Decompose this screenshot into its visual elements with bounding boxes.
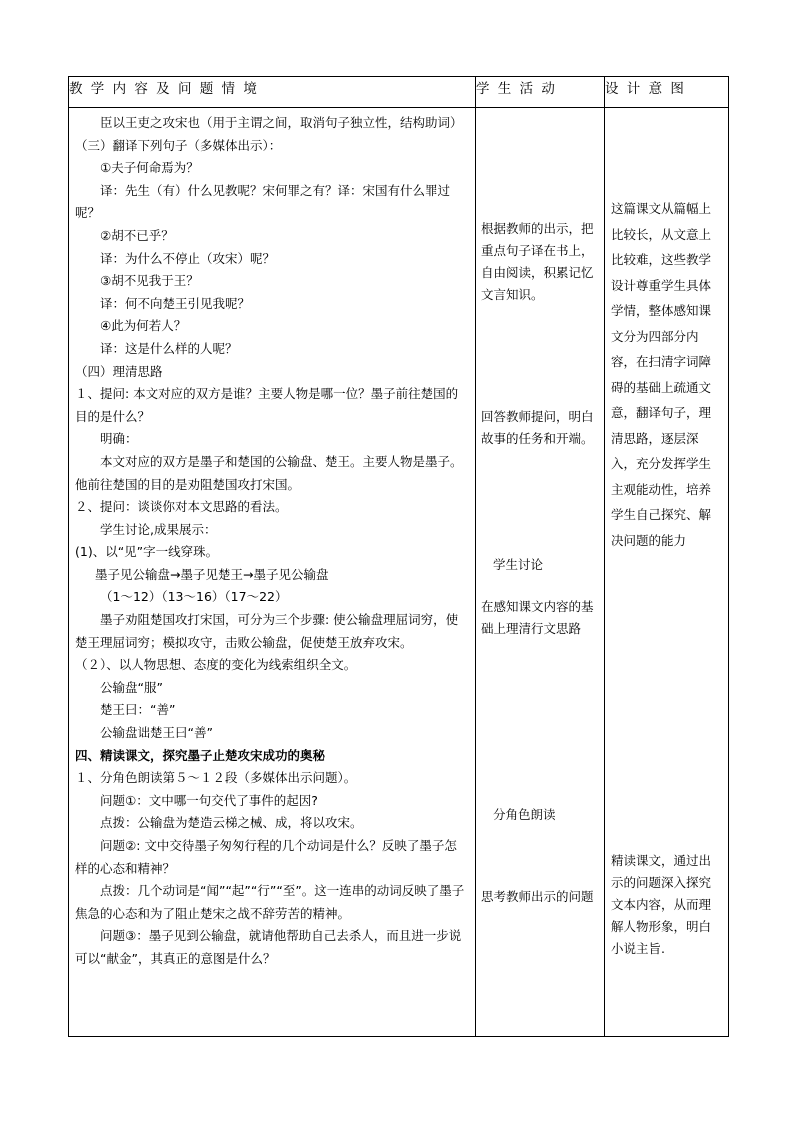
content-line: 明确： xyxy=(100,431,138,447)
activity-note: 根据教师的出示，把重点句子译在书上，自由阅读，积累记忆文言知识。 xyxy=(481,221,594,302)
design-cell xyxy=(605,108,729,1037)
content-cell xyxy=(69,108,476,1037)
activity-note: 学生讨论 xyxy=(493,557,544,572)
lesson-plan-table xyxy=(68,76,729,1037)
content-line: 楚王曰：“善” xyxy=(100,702,176,718)
content-line: 问题①：文中哪一句交代了事件的起因? xyxy=(100,792,318,808)
content-line: 点拨：公输盘为楚造云梯之械、成，将以攻宋。 xyxy=(100,815,363,831)
activity-note: 回答教师提问，明白故事的任务和开端。 xyxy=(481,409,594,446)
content-text xyxy=(69,108,475,971)
section-heading: 四、精读课文，探究墨子止楚攻宋成功的奥秘 xyxy=(75,747,326,763)
content-line: 译：何不向楚王引见我呢？ xyxy=(100,295,251,311)
content-line: １、提问: 本文对应的双方是谁？主要人物是哪一位？墨子前往楚国的目的是什么？ xyxy=(75,386,459,424)
content-line: １、分角色朗读第５～１２段（多媒体出示问题）。 xyxy=(75,770,357,786)
content-line: 公输盘诎楚王曰“善” xyxy=(100,725,213,741)
body-row xyxy=(69,108,729,1037)
header-activity: 学 生 活 动 xyxy=(476,77,605,108)
activity-cell xyxy=(476,108,605,1037)
content-line: 译：这是什么样的人呢？ xyxy=(100,340,238,356)
activity-note: 在感知课文内容的基础上理清行文思路 xyxy=(481,599,594,636)
activity-note: 分角色朗读 xyxy=(493,807,556,822)
header-content: 教 学 内 容 及 问 题 情 境 xyxy=(69,77,476,108)
content-line: 译：先生（有）什么见教呢？宋何罪之有？译：宋国有什么罪过呢？ xyxy=(75,182,451,221)
design-note: 这篇课文从篇幅上比较长，从文意上比较难，这些教学设计尊重学生具体学情，整体感知课文分为四部分内容，在扫清字词障碍的基础上疏通文意，翻译句子，理清思路，逐层深入，充分发挥学生主观能动性，培养学生自己探究、解决问题的能力 xyxy=(611,201,712,548)
content-line: (1)、以“见”字一线穿珠。 xyxy=(75,544,219,560)
content-line: （２）、以人物思想、态度的变化为线索组织全文。 xyxy=(75,657,357,673)
content-line: 本文对应的双方是墨子和楚国的公输盘、楚王。主要人物是墨子。他前往楚国的目的是劝阻楚国攻打宋国。 xyxy=(75,453,463,492)
content-line: ②胡不已乎？ xyxy=(100,227,174,243)
content-line: ２、提问：谈谈你对本文思路的看法。 xyxy=(75,499,288,515)
content-line: 问题③：墨子见到公输盘，就请他帮助自己去杀人，而且进一步说可以“献金”，其真正的意图是什么？ xyxy=(75,928,462,966)
content-line: 译：为什么不停止（攻宋）呢？ xyxy=(100,250,276,266)
content-line: 学生讨论,成果展示： xyxy=(100,521,217,537)
activity-note: 思考教师出示的问题 xyxy=(481,889,594,904)
content-line: （三）翻译下列句子（多媒体出示）： xyxy=(75,137,282,153)
content-line: 点拨：几个动词是“闻”“起”“行”“至”。这一连串的动词反映了墨子焦急的心态和为了阻止楚宋之战不辞劳苦的精神。 xyxy=(75,883,465,921)
content-line: 墨子劝阻楚国攻打宋国，可分为三个步骤: 使公输盘理屈词穷，使楚王理屈词穷；模拟攻守，击败公输盘，促使楚王放弃攻宋。 xyxy=(75,612,459,650)
content-line: 臣以王吏之攻宋也（用于主谓之间，取消句子独立性，结构助词） xyxy=(100,115,463,130)
header-design: 设 计 意 图 xyxy=(605,77,729,108)
content-line: ①夫子何命焉为？ xyxy=(100,160,199,176)
content-line: 墨子见公输盘→墨子见楚王→墨子见公输盘 xyxy=(95,566,329,582)
content-line: （1～12）（13～16）（17～22） xyxy=(100,589,288,605)
header-row xyxy=(69,77,729,108)
content-line: （四）理清思路 xyxy=(75,363,163,379)
content-line: ③胡不见我于王？ xyxy=(100,273,199,289)
content-line: ④此为何若人？ xyxy=(100,318,187,334)
content-line: 公输盘“服” xyxy=(100,679,163,695)
content-line: 问题②: 文中交待墨子匆匆行程的几个动词是什么？反映了墨子怎样的心态和精神？ xyxy=(75,838,457,876)
design-note: 精读课文，通过出示的问题深入探究文本内容，从而理解人物形象，明白小说主旨. xyxy=(611,853,712,956)
